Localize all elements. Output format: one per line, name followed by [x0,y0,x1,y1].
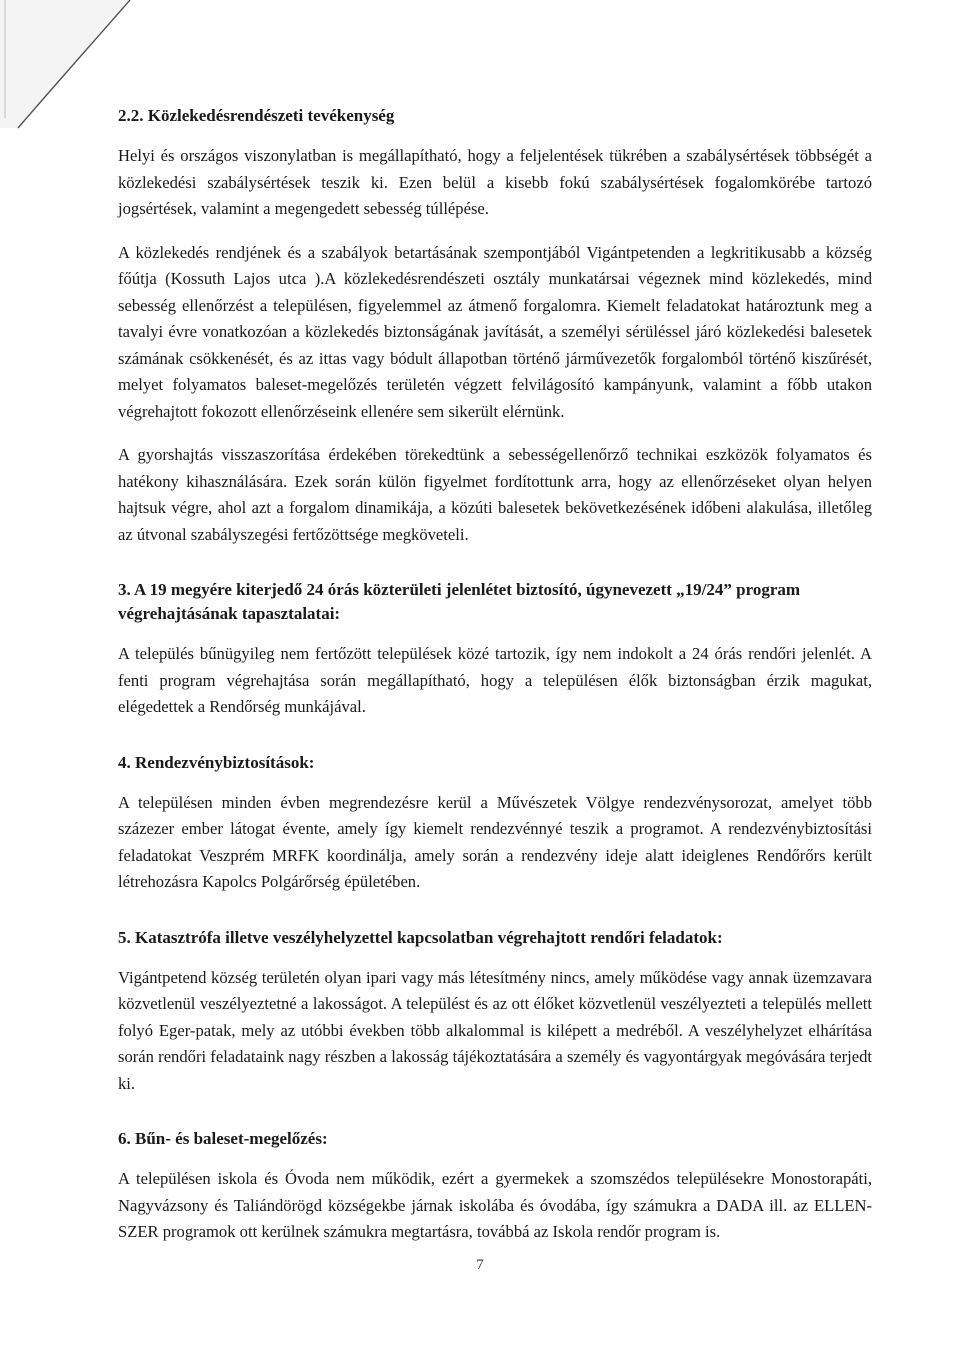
paragraph: A gyorshajtás visszaszorítása érdekében törekedtünk a sebességellenőrző technikai eszközök folyamatos és hatékony kihasználására. Ezek során külön figyelmet fordítottunk arra, hogy az ellenőrzéseket olyan helyen hajtsuk végre, ahol azt a forgalom dinamikája, a közúti balesetek bekövetkezésének időbeni alakulása, illetőleg az útvonal szabályszegési fertőzöttsége megköveteli. [118,445,872,544]
page-number: 7 [476,1257,484,1273]
paragraph: A településen minden évben megrendezésre kerül a Művészetek Völgye rendezvénysorozat, amelyet több százezer ember látogat évente, amely így kiemelt rendezvénnyé teszik a programot. A rendezvénybiztosítási feladatokat Veszprém MRFK koordinálja, amely során a rendezvény ideje alatt ideiglenes Rendőrőrs került létrehozásra Kapolcs Polgárőrség épületében. [118,792,872,891]
section-heading-3: 3. A 19 megyére kiterjedő 24 órás közterületi jelenlétet biztosító, úgynevezett „19/24” program végrehajtásának tapasztalatai: [118,580,801,623]
document-body [118,104,872,1263]
section-heading-6: 6. Bűn- és baleset-megelőzés: [118,1129,328,1148]
paragraph: A településen iskola és Óvoda nem működik, ezért a gyermekek a szomszédos településekre Monostorapáti, Nagyvázsony és Taliándörögd községekbe járnak iskolába és óvodába, így számukra a DADA ill. az ELLEN-SZER programok ott kerülnek számukra megtartásra, továbbá az Iskola rendőr program is. [118,1169,872,1241]
paragraph: Vigántpetend község területén olyan ipari vagy más létesítmény nincs, amely működése vagy annak üzemzavara közvetlenül veszélyeztetné a lakosságot. A települést és az ott élőket közvetlenül veszélyezteti a település mellett folyó Eger-patak, mely az utóbbi években több alkalommal is kilépett a medréből. A veszélyhelyzet elhárítása során rendőri feladataink nagy részben a lakosság tájékoztatására a személy és vagyontárgyak megóvására terjedt ki. [118,967,872,1093]
paragraph: A közlekedés rendjének és a szabályok betartásának szempontjából Vigántpetenden a legkritikusabb a község főútja (Kossuth Lajos utca ).A közlekedésrendészeti osztály munkatársai végeznek mind közlekedés, mind sebesség ellenőrzést a településen, figyelemmel az átmenő forgalomra. Kiemelt feladatokat határoztunk meg a tavalyi évre vonatkozóan a közlekedés biztonságának javítását, a személyi sérüléssel járó közlekedési balesetek számának csökkenését, és az ittas vagy bódult állapotban történő járművezetők forgalomból történő kiszűrését, melyet folyamatos baleset-megelőzés területén végzett felvilágosító kampányunk, valamint a főbb utakon végrehajtott fokozott ellenőrzéseink ellenére sem sikerült elérnünk. [118,242,872,421]
paragraph: A település bűnügyileg nem fertőzött települések közé tartozik, így nem indokolt a 24 órás rendőri jelenlét. A fenti program végrehajtása során megállapítható, hogy a településen élők biztonságban érzik magukat, elégedettek a Rendőrség munkájával. [118,644,872,716]
paragraph: Helyi és országos viszonylatban is megállapítható, hogy a feljelentések tükrében a szabálysértések többségét a közlekedési szabálysértések teszik ki. Ezen belül a kisebb fokú szabálysértések fogalomkörébe tartozó jogsértések, valamint a megengedett sebesség túllépése. [118,146,872,218]
section-heading-5: 5. Katasztrófa illetve veszélyhelyzettel kapcsolatban végrehajtott rendőri feladatok: [118,927,723,947]
section-heading-4: 4. Rendezvénybiztosítások: [118,752,315,772]
section-heading-2-2: 2.2. Közlekedésrendészeti tevékenység [118,106,395,125]
